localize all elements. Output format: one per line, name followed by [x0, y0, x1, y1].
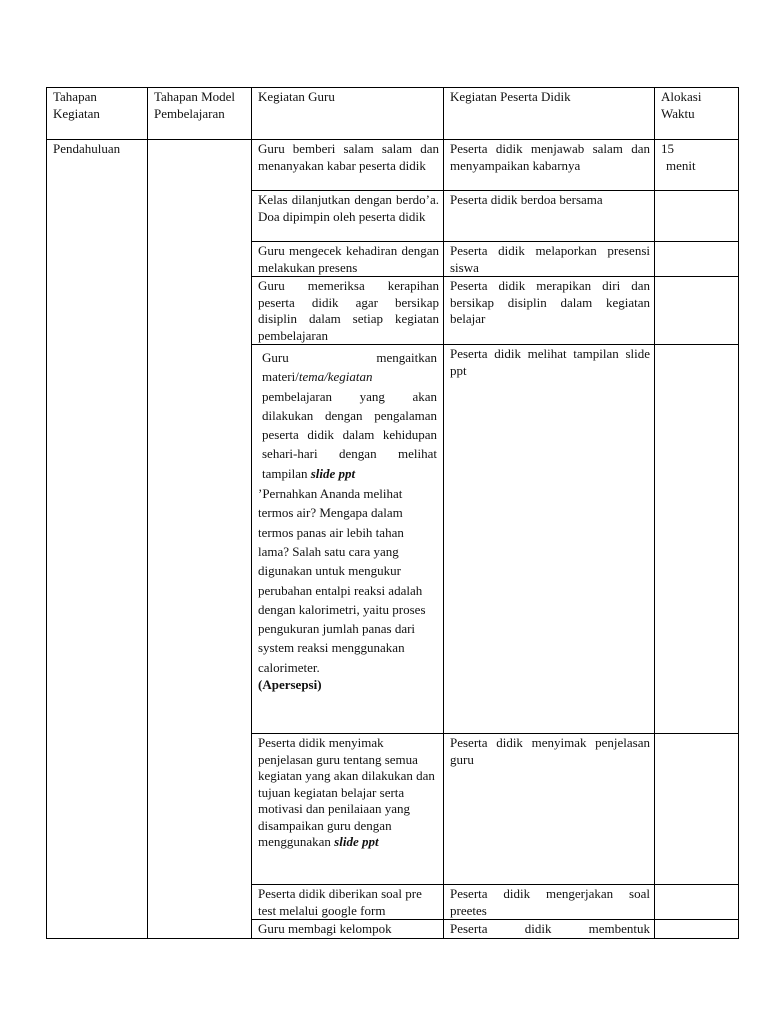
guru-apersepsi-intro: Guru mengaitkan materi/tema/kegiatan pembelajaran yang akan dilakukan dengan pengalaman peserta didik dalam kehidupan sehari-hari dengan melihat tampilan slide ppt — [262, 350, 437, 481]
phase-cell: Pendahuluan — [47, 140, 148, 939]
student-activity: Peserta didik membentuk — [444, 920, 655, 939]
guru-activity: Peserta didik diberikan soal pre test melalui google form — [252, 885, 444, 920]
time-cell — [655, 345, 739, 734]
header-tahapan-model: Tahapan Model Pembelajaran — [148, 88, 252, 140]
guru-activity: Peserta didik menyimak penjelasan guru tentang semua kegiatan yang akan dilakukan dan tujuan kegiatan belajar serta motivasi dan penilaiaan yang disampaikan guru dengan menggunakan slide ppt — [252, 734, 444, 885]
header-kegiatan-guru: Kegiatan Guru — [252, 88, 444, 140]
student-activity: Peserta didik menjawab salam dan menyampaikan kabarnya — [444, 140, 655, 191]
model-cell — [148, 140, 252, 939]
student-activity: Peserta didik menyimak penjelasan guru — [444, 734, 655, 885]
apersepsi-tag: (Apersepsi) — [258, 677, 322, 693]
time-cell — [655, 242, 739, 277]
header-kegiatan-peserta-didik: Kegiatan Peserta Didik — [444, 88, 655, 140]
student-activity: Peserta didik merapikan diri dan bersikap disiplin dalam kegiatan belajar — [444, 277, 655, 345]
guru-activity: Guru bemberi salam salam dan menanyakan kabar peserta didik — [252, 140, 444, 191]
guru-apersepsi-question: ’Pernahkan Ananda melihat termos air? Mengapa dalam termos panas air lebih tahan lama? Salah satu cara yang digunakan untuk mengukur perubahan entalpi reaksi adalah dengan kalorimetri, yaitu proses pengukuran jumlah panas dari system reaksi menggunakan calorimeter. — [258, 486, 426, 675]
time-cell — [655, 885, 739, 920]
guru-activity: Guru memeriksa kerapihan peserta didik agar bersikap disiplin dalam setiap kegiatan pembelajaran — [252, 277, 444, 345]
guru-activity: Kelas dilanjutkan dengan berdo’a. Doa dipimpin oleh peserta didik — [252, 191, 444, 242]
guru-activity — [252, 345, 444, 734]
header-alokasi-waktu: Alokasi Waktu — [655, 88, 739, 140]
time-cell — [655, 277, 739, 345]
student-activity: Peserta didik melihat tampilan slide ppt — [444, 345, 655, 734]
time-number: 15 — [661, 141, 674, 156]
time-cell — [655, 191, 739, 242]
guru-activity: Guru mengecek kehadiran dengan melakukan presens — [252, 242, 444, 277]
guru-activity: Guru membagi kelompok — [252, 920, 444, 939]
time-cell — [655, 140, 739, 191]
header-tahapan-kegiatan: Tahapan Kegiatan — [47, 88, 148, 140]
time-unit: menit — [666, 157, 696, 173]
time-cell — [655, 920, 739, 939]
student-activity: Peserta didik mengerjakan soal preetes — [444, 885, 655, 920]
time-cell — [655, 734, 739, 885]
student-activity: Peserta didik berdoa bersama — [444, 191, 655, 242]
header-row — [47, 88, 739, 140]
lesson-plan-table — [46, 87, 739, 939]
student-activity: Peserta didik melaporkan presensi siswa — [444, 242, 655, 277]
table-row — [47, 140, 739, 191]
